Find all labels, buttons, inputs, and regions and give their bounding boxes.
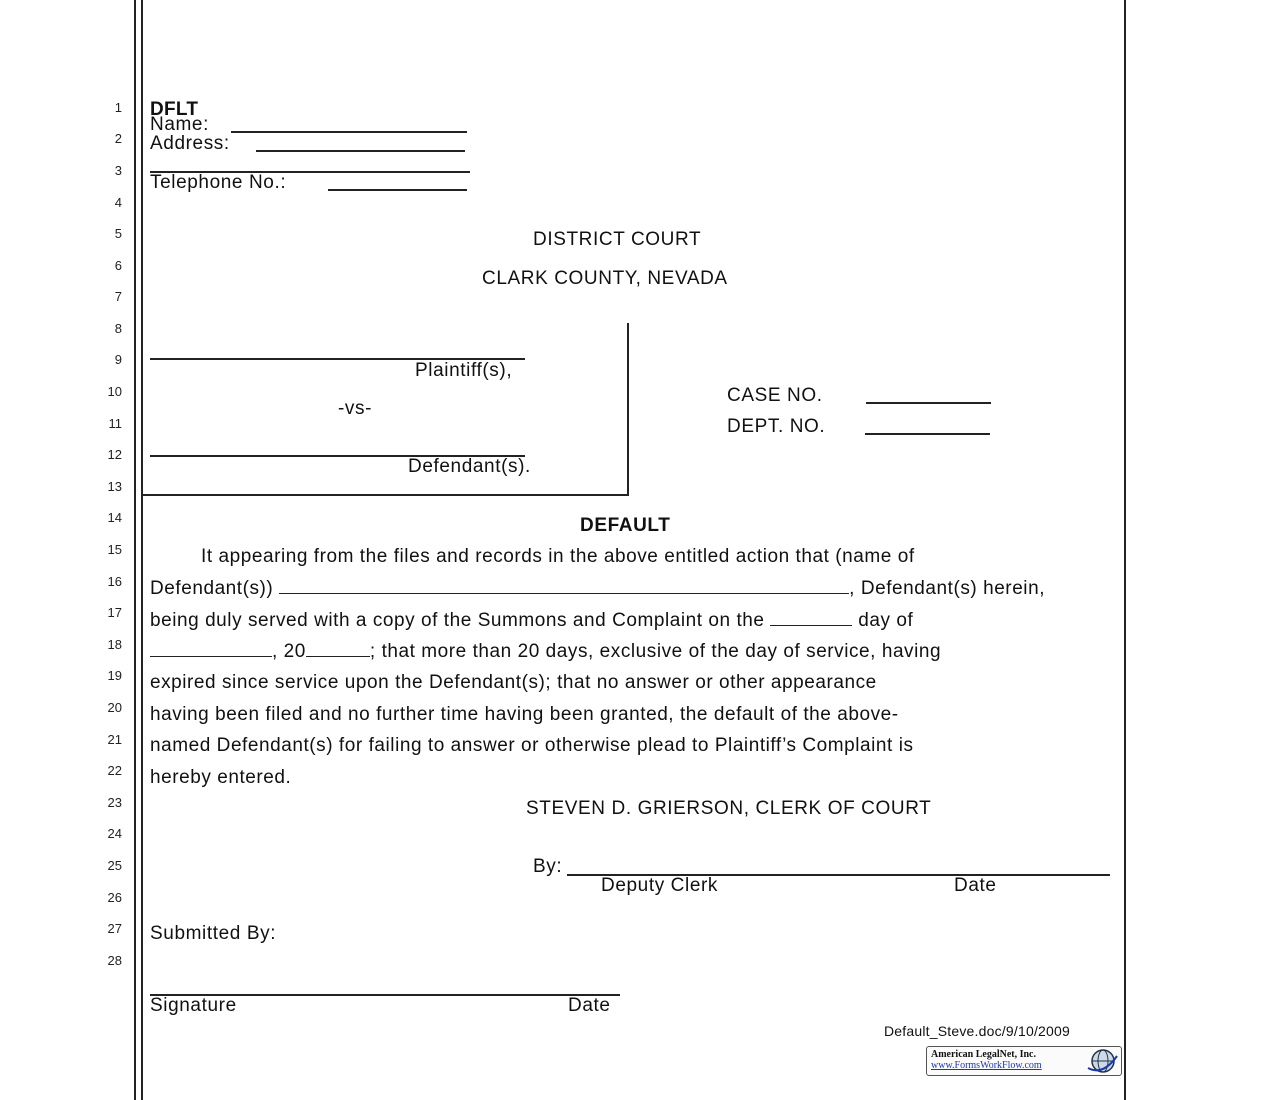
body-line-8: hereby entered. [150, 767, 292, 788]
right-margin-rule [1124, 0, 1126, 1100]
line-number: 23 [107, 795, 122, 810]
submitted-by-label: Submitted By: [150, 923, 277, 944]
name-blank[interactable] [231, 131, 467, 133]
body-line-6: having been filed and no further time having been granted, the default of the above- [150, 704, 899, 725]
line-number: 3 [114, 163, 122, 178]
address-label: Address: [150, 133, 230, 154]
line-number: 26 [107, 890, 122, 905]
line-number: 25 [107, 858, 122, 873]
body-line-7: named Defendant(s) for failing to answer or otherwise plead to Plaintiff’s Complaint is [150, 735, 914, 756]
body-text: , 20 [272, 641, 306, 662]
caption-box-bottom-rule [141, 494, 628, 496]
left-margin-rule-outer [134, 0, 136, 1100]
line-number: 17 [107, 605, 122, 620]
defendant-name-inline-blank[interactable] [279, 577, 849, 594]
line-number: 19 [107, 668, 122, 683]
body-text: It appearing from the files and records in the above entitled action that (name of [201, 546, 915, 567]
deputy-clerk-label: Deputy Clerk [601, 875, 719, 896]
service-day-blank[interactable] [770, 609, 852, 626]
line-number: 10 [107, 384, 122, 399]
body-text: ; that more than 20 days, exclusive of the day of service, having [369, 641, 942, 662]
line-number: 22 [107, 763, 122, 778]
line-number: 5 [114, 226, 122, 241]
globe-icon [1085, 1048, 1119, 1074]
body-line-1 [201, 546, 915, 568]
submitted-date-label: Date [568, 995, 611, 1016]
service-year-blank[interactable] [306, 640, 370, 657]
line-number: 14 [107, 510, 122, 525]
default-title: DEFAULT [580, 515, 671, 536]
body-text: , Defendant(s) herein, [849, 578, 1046, 599]
body-line-5: expired since service upon the Defendant(s); that no answer or other appearance [150, 672, 877, 693]
service-month-blank[interactable] [150, 640, 272, 657]
line-number: 24 [107, 826, 122, 841]
body-text: Defendant(s)) [150, 578, 274, 599]
by-label: By: [533, 856, 563, 877]
line-number: 6 [114, 258, 122, 273]
line-number: 28 [107, 953, 122, 968]
body-line-4 [150, 640, 941, 663]
vendor-logo[interactable] [926, 1046, 1122, 1076]
clerk-name: STEVEN D. GRIERSON, CLERK OF COURT [526, 798, 932, 819]
line-number: 12 [107, 447, 122, 462]
body-text: being duly served with a copy of the Summons and Complaint on the [150, 610, 765, 631]
line-number: 7 [114, 289, 122, 304]
dept-no-label: DEPT. NO. [727, 416, 826, 437]
line-number: 2 [114, 131, 122, 146]
case-no-label: CASE NO. [727, 385, 823, 406]
vendor-name: American LegalNet, Inc. [931, 1049, 1036, 1060]
telephone-blank[interactable] [328, 189, 467, 191]
line-number: 9 [114, 352, 122, 367]
body-line-2 [150, 577, 1045, 600]
body-text: day of [858, 610, 914, 631]
defendant-label: Defendant(s). [408, 456, 531, 477]
court-county: CLARK COUNTY, NEVADA [482, 268, 728, 289]
document-reference: Default_Steve.doc/9/10/2009 [884, 1023, 1070, 1039]
line-number: 1 [114, 100, 122, 115]
line-number: 18 [107, 637, 122, 652]
address-blank[interactable] [256, 150, 465, 152]
line-number: 21 [107, 732, 122, 747]
signature-label: Signature [150, 995, 237, 1016]
line-number: 15 [107, 542, 122, 557]
line-number: 27 [107, 921, 122, 936]
versus-label: -vs- [338, 398, 373, 419]
line-number: 20 [107, 700, 122, 715]
form-code: DFLT [150, 99, 199, 120]
clerk-date-label: Date [954, 875, 997, 896]
caption-box-vertical-rule [627, 323, 629, 496]
left-margin-rule-inner [141, 0, 143, 1100]
dept-no-blank[interactable] [865, 433, 990, 435]
line-number: 4 [114, 195, 122, 210]
plaintiff-label: Plaintiff(s), [415, 360, 513, 381]
line-number: 13 [107, 479, 122, 494]
vendor-url[interactable]: www.FormsWorkFlow.com [931, 1060, 1042, 1071]
line-number: 8 [114, 321, 122, 336]
line-number: 11 [108, 416, 122, 431]
telephone-label: Telephone No.: [150, 172, 287, 193]
case-no-blank[interactable] [866, 402, 991, 404]
court-name: DISTRICT COURT [533, 229, 702, 250]
name-label: Name: [150, 114, 209, 135]
line-number: 16 [107, 574, 122, 589]
body-line-3 [150, 609, 913, 632]
